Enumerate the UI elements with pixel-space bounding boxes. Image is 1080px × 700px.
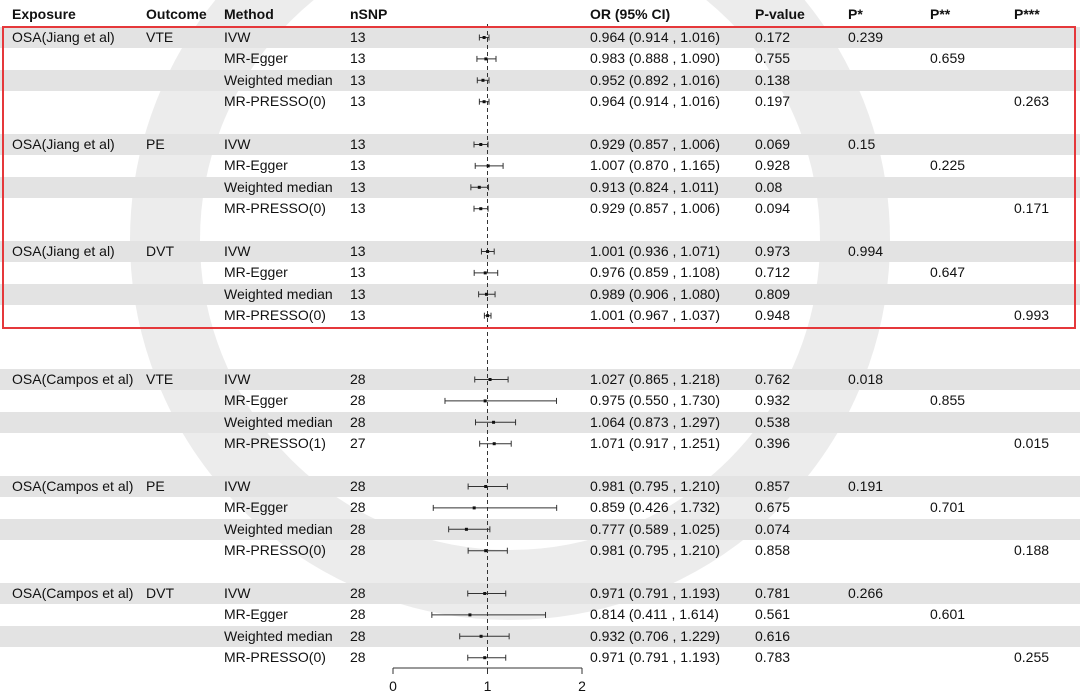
nsnp-value: 27 xyxy=(350,435,366,452)
p-value: 0.755 xyxy=(755,50,791,67)
p-value: 0.616 xyxy=(755,627,791,644)
p2-value: 0.855 xyxy=(930,392,966,409)
x-tick-label: 0 xyxy=(389,678,397,694)
p-value: 0.094 xyxy=(755,200,791,217)
method-label: MR-Egger xyxy=(224,264,288,281)
or-ci-value: 0.981 (0.795 , 1.210) xyxy=(590,478,720,494)
nsnp-value: 13 xyxy=(350,307,366,324)
nsnp-value: 13 xyxy=(350,71,366,88)
x-tick-label: 1 xyxy=(483,678,492,694)
highlight-box-jiang xyxy=(2,26,1076,329)
header-exposure: Exposure xyxy=(12,6,76,22)
nsnp-value: 28 xyxy=(350,478,366,494)
header-outcome: Outcome xyxy=(146,6,207,22)
p-value: 0.932 xyxy=(755,392,791,409)
point-estimate xyxy=(492,421,495,424)
outcome-label: PE xyxy=(146,136,165,152)
or-ci-value: 0.859 (0.426 , 1.732) xyxy=(590,499,720,516)
method-label: Weighted median xyxy=(224,413,333,430)
nsnp-value: 28 xyxy=(350,413,366,430)
p-value: 0.783 xyxy=(755,649,791,666)
nsnp-value: 28 xyxy=(350,542,366,559)
p-value: 0.973 xyxy=(755,243,791,259)
nsnp-value: 28 xyxy=(350,649,366,666)
p3-value: 0.993 xyxy=(1014,307,1050,324)
nsnp-value: 13 xyxy=(350,178,366,195)
p1-value: 0.191 xyxy=(848,478,884,494)
p-value: 0.809 xyxy=(755,285,791,302)
p3-value: 0.188 xyxy=(1014,542,1050,559)
nsnp-value: 13 xyxy=(350,264,366,281)
point-estimate xyxy=(489,378,492,381)
exposure-label: OSA(Jiang et al) xyxy=(12,29,115,45)
or-ci-value: 0.971 (0.791 , 1.193) xyxy=(590,649,720,666)
method-label: IVW xyxy=(224,371,251,387)
header-nsnp: nSNP xyxy=(350,6,388,22)
p-value: 0.069 xyxy=(755,136,791,152)
p-value: 0.08 xyxy=(755,178,783,195)
method-label: MR-Egger xyxy=(224,499,288,516)
or-ci-value: 0.976 (0.859 , 1.108) xyxy=(590,264,720,281)
header-method: Method xyxy=(224,6,274,22)
or-ci-value: 1.071 (0.917 , 1.251) xyxy=(590,435,720,452)
or-ci-value: 0.913 (0.824 , 1.011) xyxy=(590,178,719,195)
method-label: MR-PRESSO(0) xyxy=(224,542,326,559)
or-ci-value: 0.814 (0.411 , 1.614) xyxy=(590,606,719,623)
p1-value: 0.266 xyxy=(848,585,884,601)
nsnp-value: 13 xyxy=(350,136,366,152)
nsnp-value: 28 xyxy=(350,627,366,644)
p1-value: 0.994 xyxy=(848,243,884,259)
or-ci-value: 0.975 (0.550 , 1.730) xyxy=(590,392,720,409)
p-value: 0.138 xyxy=(755,71,791,88)
or-ci-value: 0.964 (0.914 , 1.016) xyxy=(590,93,720,110)
p-value: 0.857 xyxy=(755,478,791,494)
method-label: Weighted median xyxy=(224,71,333,88)
p2-value: 0.647 xyxy=(930,264,966,281)
method-label: MR-Egger xyxy=(224,392,288,409)
point-estimate xyxy=(484,549,487,552)
p-value: 0.858 xyxy=(755,542,791,559)
method-label: IVW xyxy=(224,29,251,45)
nsnp-value: 13 xyxy=(350,50,366,67)
outcome-label: DVT xyxy=(146,243,174,259)
nsnp-value: 13 xyxy=(350,200,366,217)
nsnp-value: 13 xyxy=(350,29,366,45)
point-estimate xyxy=(493,442,496,445)
exposure-label: OSA(Campos et al) xyxy=(12,371,134,387)
nsnp-value: 28 xyxy=(350,499,366,516)
method-label: IVW xyxy=(224,478,251,494)
nsnp-value: 13 xyxy=(350,243,366,259)
method-label: MR-Egger xyxy=(224,157,288,174)
or-ci-value: 0.777 (0.589 , 1.025) xyxy=(590,520,720,537)
method-label: Weighted median xyxy=(224,520,333,537)
nsnp-value: 28 xyxy=(350,520,366,537)
exposure-label: OSA(Campos et al) xyxy=(12,478,134,494)
method-label: MR-PRESSO(0) xyxy=(224,93,326,110)
nsnp-value: 13 xyxy=(350,93,366,110)
or-ci-value: 0.929 (0.857 , 1.006) xyxy=(590,136,720,152)
point-estimate xyxy=(473,506,476,509)
p-value: 0.675 xyxy=(755,499,791,516)
p2-value: 0.601 xyxy=(930,606,966,623)
outcome-label: PE xyxy=(146,478,165,494)
method-label: MR-Egger xyxy=(224,50,288,67)
point-estimate xyxy=(484,399,487,402)
or-ci-value: 1.064 (0.873 , 1.297) xyxy=(590,413,720,430)
p-value: 0.762 xyxy=(755,371,791,387)
exposure-label: OSA(Campos et al) xyxy=(12,585,134,601)
method-label: IVW xyxy=(224,585,251,601)
p-value: 0.928 xyxy=(755,157,791,174)
p2-value: 0.701 xyxy=(930,499,966,516)
method-label: MR-Egger xyxy=(224,606,288,623)
p1-value: 0.15 xyxy=(848,136,876,152)
exposure-label: OSA(Jiang et al) xyxy=(12,243,115,259)
outcome-label: DVT xyxy=(146,585,174,601)
x-tick-label: 2 xyxy=(578,678,586,694)
point-estimate xyxy=(465,528,468,531)
p-value: 0.172 xyxy=(755,29,791,45)
or-ci-value: 0.932 (0.706 , 1.229) xyxy=(590,627,720,644)
header-or: OR (95% CI) xyxy=(590,6,671,22)
header-pvalue: P-value xyxy=(755,6,805,22)
method-label: MR-PRESSO(1) xyxy=(224,435,326,452)
p-value: 0.561 xyxy=(755,606,791,623)
p3-value: 0.015 xyxy=(1014,435,1050,452)
point-estimate xyxy=(484,485,487,488)
outcome-label: VTE xyxy=(146,371,174,387)
p3-value: 0.255 xyxy=(1014,649,1050,666)
p3-value: 0.263 xyxy=(1014,93,1050,110)
nsnp-value: 28 xyxy=(350,606,366,623)
p3-value: 0.171 xyxy=(1014,200,1050,217)
p-value: 0.538 xyxy=(755,413,791,430)
p-value: 0.712 xyxy=(755,264,791,281)
p-value: 0.074 xyxy=(755,520,791,537)
p1-value: 0.239 xyxy=(848,29,884,45)
nsnp-value: 28 xyxy=(350,371,366,387)
method-label: Weighted median xyxy=(224,178,333,195)
or-ci-value: 1.001 (0.967 , 1.037) xyxy=(590,307,720,324)
method-label: IVW xyxy=(224,136,251,152)
or-ci-value: 1.001 (0.936 , 1.071) xyxy=(590,243,720,259)
outcome-label: VTE xyxy=(146,29,174,45)
nsnp-value: 13 xyxy=(350,285,366,302)
or-ci-value: 0.952 (0.892 , 1.016) xyxy=(590,71,720,88)
method-label: Weighted median xyxy=(224,627,333,644)
method-label: MR-PRESSO(0) xyxy=(224,649,326,666)
point-estimate xyxy=(483,656,486,659)
p-value: 0.396 xyxy=(755,435,791,452)
p1-value: 0.018 xyxy=(848,371,884,387)
nsnp-value: 28 xyxy=(350,585,366,601)
method-label: MR-PRESSO(0) xyxy=(224,200,326,217)
method-label: Weighted median xyxy=(224,285,333,302)
p2-value: 0.225 xyxy=(930,157,966,174)
p-value: 0.948 xyxy=(755,307,791,324)
or-ci-value: 0.983 (0.888 , 1.090) xyxy=(590,50,720,67)
nsnp-value: 13 xyxy=(350,157,366,174)
point-estimate xyxy=(468,613,471,616)
or-ci-value: 1.027 (0.865 , 1.218) xyxy=(590,371,720,387)
or-ci-value: 0.929 (0.857 , 1.006) xyxy=(590,200,720,217)
exposure-label: OSA(Jiang et al) xyxy=(12,136,115,152)
or-ci-value: 0.981 (0.795 , 1.210) xyxy=(590,542,720,559)
p-value: 0.197 xyxy=(755,93,791,110)
point-estimate xyxy=(483,592,486,595)
method-label: IVW xyxy=(224,243,251,259)
method-label: MR-PRESSO(0) xyxy=(224,307,326,324)
or-ci-value: 0.971 (0.791 , 1.193) xyxy=(590,585,720,601)
or-ci-value: 0.989 (0.906 , 1.080) xyxy=(590,285,720,302)
p-value: 0.781 xyxy=(755,585,791,601)
header-p1: P* xyxy=(848,6,863,22)
header-p2: P** xyxy=(930,6,951,22)
or-ci-value: 1.007 (0.870 , 1.165) xyxy=(590,157,720,174)
p2-value: 0.659 xyxy=(930,50,966,67)
point-estimate xyxy=(480,635,483,638)
or-ci-value: 0.964 (0.914 , 1.016) xyxy=(590,29,720,45)
nsnp-value: 28 xyxy=(350,392,366,409)
header-p3: P*** xyxy=(1014,6,1040,22)
